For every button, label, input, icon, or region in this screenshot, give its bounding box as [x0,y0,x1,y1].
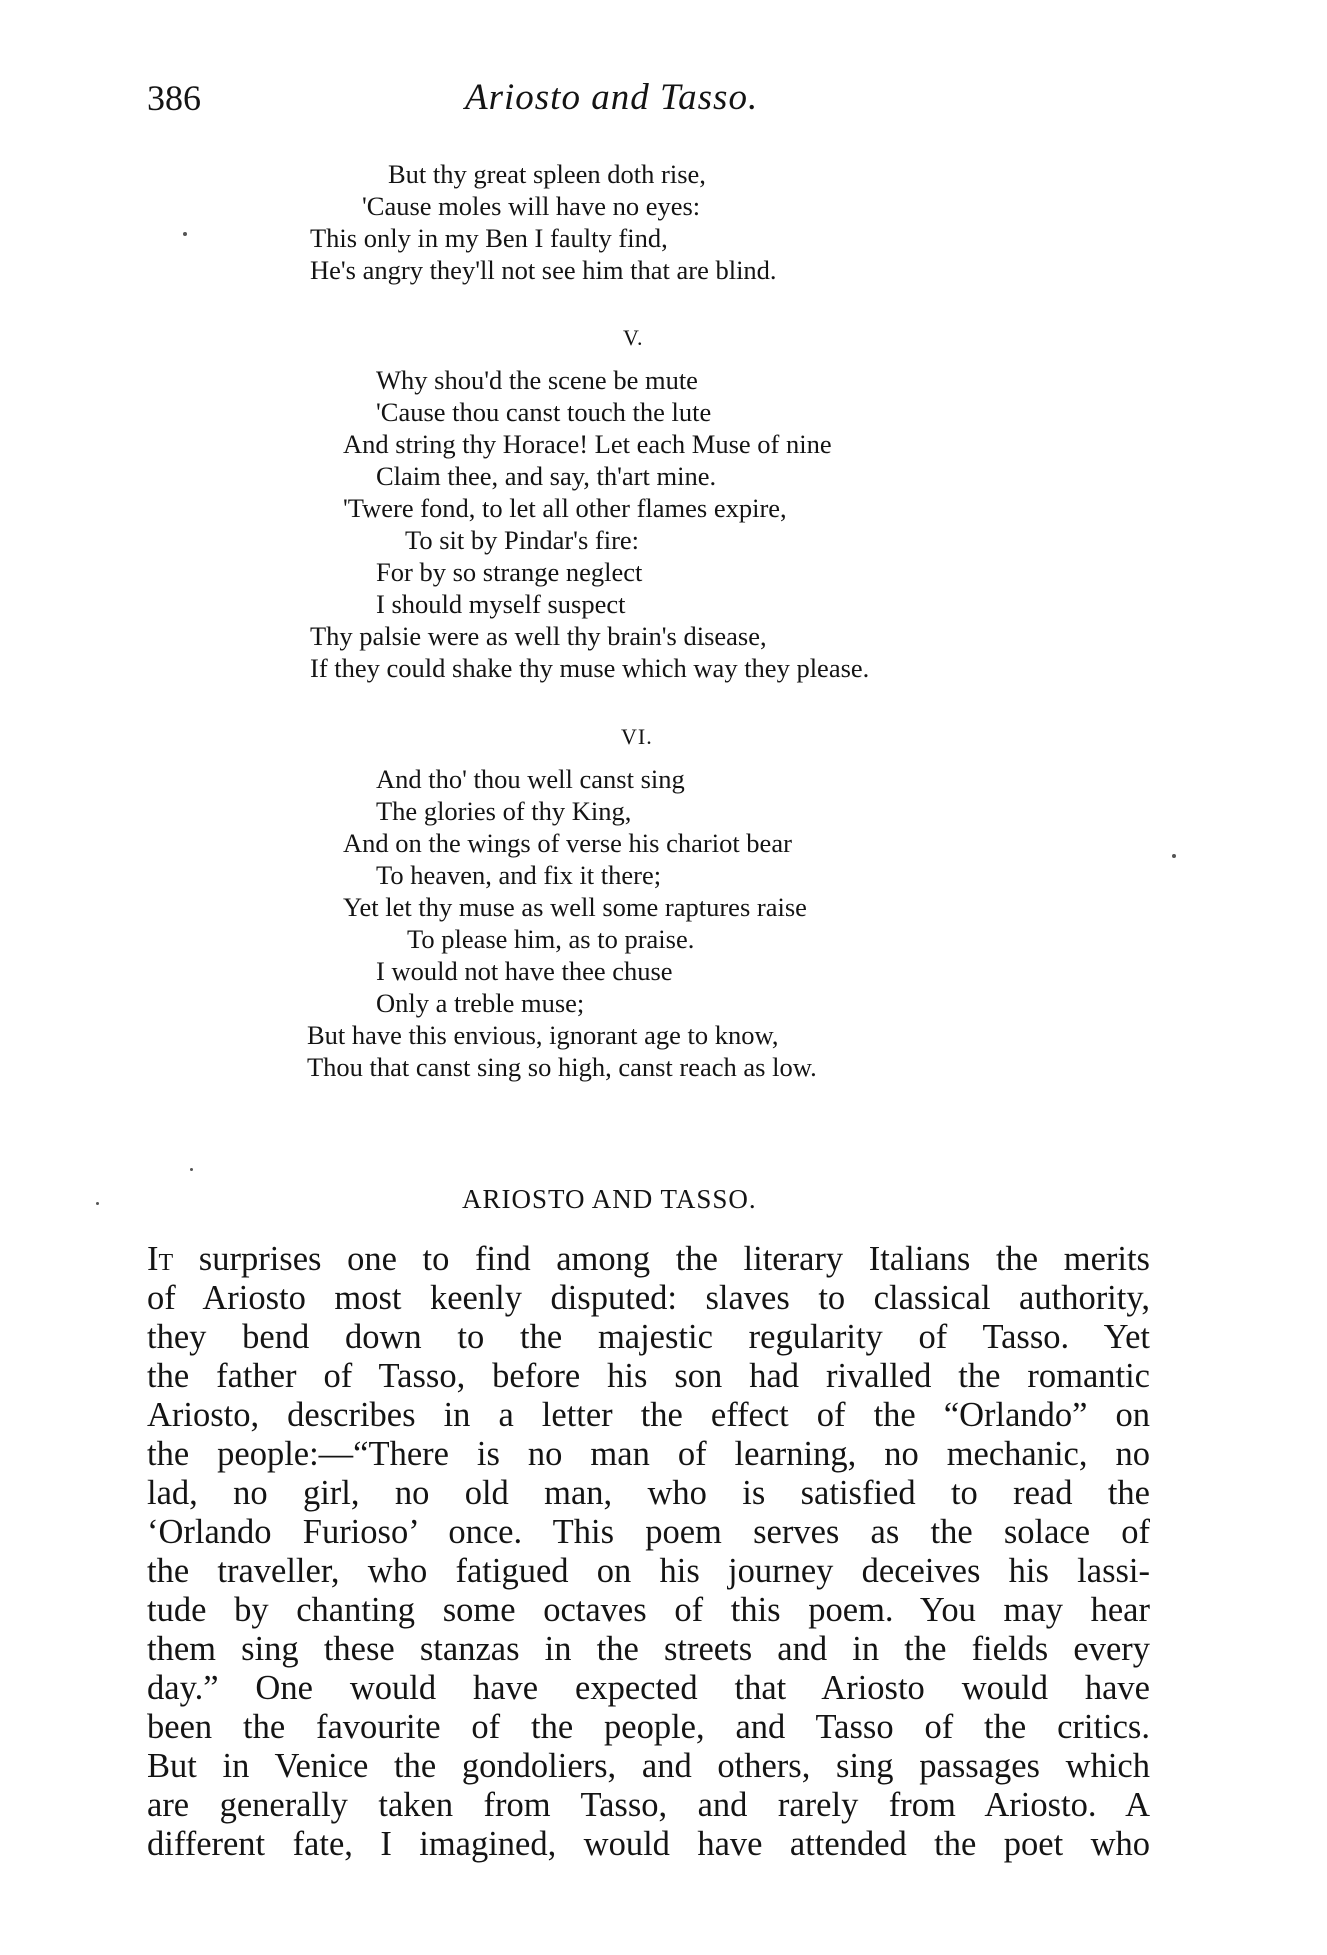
prose-line: been the favourite of the people, and Tasso of the critics. [147,1708,1150,1746]
poem-line: Why shou'd the scene be mute [376,365,698,395]
stanza-number: VI. [621,724,653,749]
prose-line: But in Venice the gondoliers, and others, sing passages which [147,1747,1150,1785]
print-speck [183,232,187,236]
running-title: Ariosto and Tasso. [465,77,759,118]
poem-line: And tho' thou well canst sing [376,764,685,794]
poem-line: And on the wings of verse his chariot bear [343,828,792,858]
poem-line: Claim thee, and say, th'art mine. [376,461,717,491]
poem-line: Yet let thy muse as well some raptures raise [343,892,807,922]
prose-line: of Ariosto most keenly disputed: slaves to classical authority, [147,1279,1150,1317]
poem-line: If they could shake thy muse which way they please. [310,653,870,683]
poem-line: 'Twere fond, to let all other flames expire, [343,493,787,523]
prose-line: they bend down to the majestic regularity of Tasso. Yet [147,1318,1150,1356]
poem-line: To please him, as to praise. [407,924,695,954]
poem-line: And string thy Horace! Let each Muse of nine [343,429,832,459]
prose-line: are generally taken from Tasso, and rarely from Ariosto. A [147,1786,1150,1824]
poem-line: 'Cause moles will have no eyes: [362,191,701,221]
poem-line: He's angry they'll not see him that are blind. [310,255,777,285]
poem-line: 'Cause thou canst touch the lute [376,397,712,427]
poem-line: Only a treble muse; [376,988,585,1018]
prose-line: lad, no girl, no old man, who is satisfied to read the [147,1474,1150,1512]
poem-line: Thou that canst sing so high, canst reach as low. [307,1052,817,1082]
prose-line: It surprises one to find among the literary Italians the merits [147,1240,1150,1278]
prose-line: Ariosto, describes in a letter the effect of the “Orlando” on [147,1396,1150,1434]
page-number: 386 [147,78,201,118]
poem-line: I should myself suspect [376,589,626,619]
poem-line: To sit by Pindar's fire: [405,525,640,555]
prose-line: day.” One would have expected that Ariosto would have [147,1669,1150,1707]
poem-line: This only in my Ben I faulty find, [310,223,668,253]
poem-line: Thy palsie were as well thy brain's disease, [310,621,767,651]
prose-line: them sing these stanzas in the streets and in the fields every [147,1630,1150,1668]
poem-line: To heaven, and fix it there; [376,860,662,890]
print-speck [1172,854,1176,858]
prose-line: different fate, I imagined, would have attended the poet who [147,1825,1150,1863]
prose-line: the people:—“There is no man of learning, no mechanic, no [147,1435,1150,1473]
poem-line: But have this envious, ignorant age to know, [307,1020,779,1050]
print-speck [190,1168,193,1171]
lead-word: It [147,1240,174,1278]
prose-line: ‘Orlando Furioso’ once. This poem serves as the solace of [147,1513,1150,1551]
poem-line: For by so strange neglect [376,557,643,587]
prose-line: tude by chanting some octaves of this poem. You may hear [147,1591,1150,1629]
poem-line: The glories of thy King, [376,796,632,826]
prose-line: the father of Tasso, before his son had rivalled the romantic [147,1357,1150,1395]
poem-line: I would not have thee chuse [376,956,673,986]
section-title: ARIOSTO AND TASSO. [462,1184,757,1214]
poem-line: But thy great spleen doth rise, [388,159,706,189]
stanza-number: V. [623,325,644,350]
print-speck [96,1202,99,1205]
prose-line: the traveller, who fatigued on his journey deceives his lassi- [147,1552,1150,1590]
